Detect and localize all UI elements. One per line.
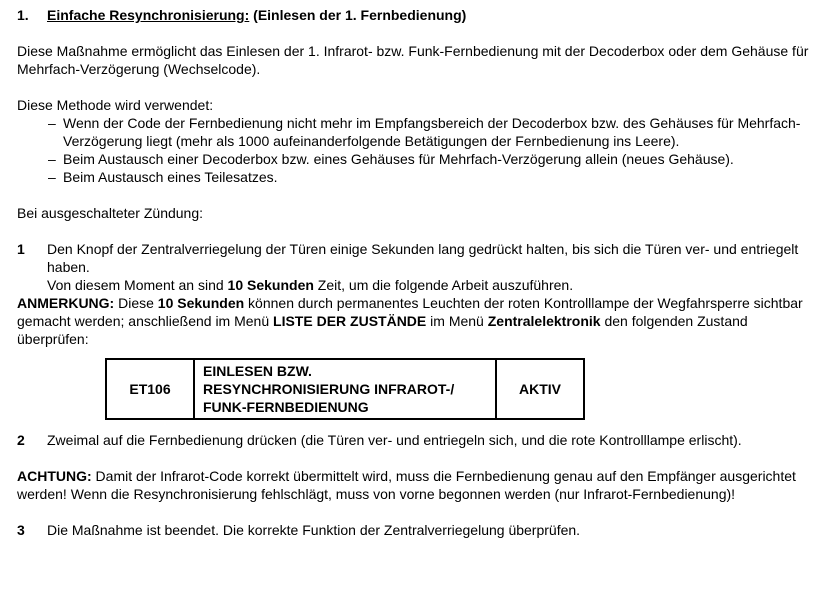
- table-row: [106, 359, 584, 419]
- note-bold-seconds: 10 Sekunden: [157, 295, 245, 311]
- method-item-text: Wenn der Code der Fernbedienung nicht mehr im Empfangsbereich der Decoderbox bzw. des Gehäuses für Mehrfach-Verzögerung liegt (mehr als 1000 aufeinanderfolgende Betätigungen der Fernbedienung ins Leere).: [63, 115, 801, 149]
- step-number: 2: [17, 432, 25, 448]
- section-title-rest: (Einlesen der 1. Fernbedienung): [249, 7, 467, 23]
- moment-bold: 10 Sekunden: [227, 277, 314, 293]
- note-label: ANMERKUNG:: [17, 295, 115, 311]
- state-description-line: EINLESEN BZW.: [203, 363, 312, 379]
- step-1-moment: [17, 276, 817, 294]
- state-table: [105, 358, 585, 420]
- note-text: im Menü: [426, 313, 488, 329]
- step-text: Den Knopf der Zentralverriegelung der Türen einige Sekunden lang gedrückt halten, bis sich die Türen ver- und entriegelt haben.: [47, 241, 799, 275]
- state-code: ET106: [106, 359, 194, 419]
- state-description-line: RESYNCHRONISIERUNG INFRAROT-/: [203, 381, 455, 397]
- section-title-underlined: Einfache Resynchronisierung:: [47, 7, 250, 23]
- method-item-text: Beim Austausch eines Teilesatzes.: [63, 169, 278, 185]
- condition-text: Bei ausgeschalteter Zündung:: [17, 205, 204, 221]
- step-1: [17, 240, 817, 276]
- method-list-item: [17, 114, 817, 150]
- warning-text: Damit der Infrarot-Code korrekt übermittelt wird, muss die Fernbedienung genau auf den Empfänger ausgerichtet werden! Wenn die Resynchronisierung fehlschlägt, muss von vorne begonnen werden (nur Infrarot-Fernbedienung)!: [17, 468, 796, 502]
- step-text: Zweimal auf die Fernbedienung drücken (die Türen ver- und entriegeln sich, und die rote Kontrolllampe erlischt).: [47, 432, 742, 448]
- moment-text-end: Zeit, um die folgende Arbeit auszuführen.: [313, 277, 574, 293]
- note-text: den folgenden Zustand überprüfen:: [17, 313, 748, 347]
- method-list-item: [17, 150, 817, 168]
- note-text: Diese: [114, 295, 158, 311]
- method-item-text: Beim Austausch einer Decoderbox bzw. eines Gehäuses für Mehrfach-Verzögerung allein (neues Gehäuse).: [63, 151, 734, 167]
- step-text: Die Maßnahme ist beendet. Die korrekte Funktion der Zentralverriegelung überprüfen.: [47, 522, 581, 538]
- warning-paragraph: [17, 467, 817, 503]
- intro-paragraph: Diese Maßnahme ermöglicht das Einlesen der 1. Infrarot- bzw. Funk-Fernbedienung mit der Decoderbox oder dem Gehäuse für Mehrfach-Verzögerung (Wechselcode).: [17, 43, 809, 77]
- dash-marker: –: [48, 151, 56, 167]
- document-page: [17, 6, 817, 539]
- step-number: 3: [17, 522, 25, 538]
- section-heading: [17, 6, 817, 24]
- note-paragraph: [17, 294, 817, 348]
- dash-marker: –: [48, 115, 56, 131]
- method-list: [17, 114, 817, 186]
- section-number: 1.: [17, 7, 29, 23]
- note-bold-menu: LISTE DER ZUSTÄNDE: [273, 313, 427, 329]
- note-bold-submenu: Zentralelektronik: [487, 313, 601, 329]
- warning-label: ACHTUNG:: [17, 468, 92, 484]
- step-2: [17, 431, 817, 449]
- method-lead: Diese Methode wird verwendet:: [17, 97, 214, 113]
- moment-text: Von diesem Moment an sind: [47, 277, 228, 293]
- state-description-line: FUNK-FERNBEDIENUNG: [203, 399, 369, 415]
- step-3: [17, 521, 817, 539]
- state-description: [194, 359, 496, 419]
- method-list-item: [17, 168, 817, 186]
- dash-marker: –: [48, 169, 56, 185]
- step-number: 1: [17, 241, 25, 257]
- note-text: können durch permanentes Leuchten der roten Kontrolllampe der Wegfahrsperre sichtbar gemacht werden; anschließend im Menü: [17, 295, 803, 329]
- state-value: AKTIV: [496, 359, 584, 419]
